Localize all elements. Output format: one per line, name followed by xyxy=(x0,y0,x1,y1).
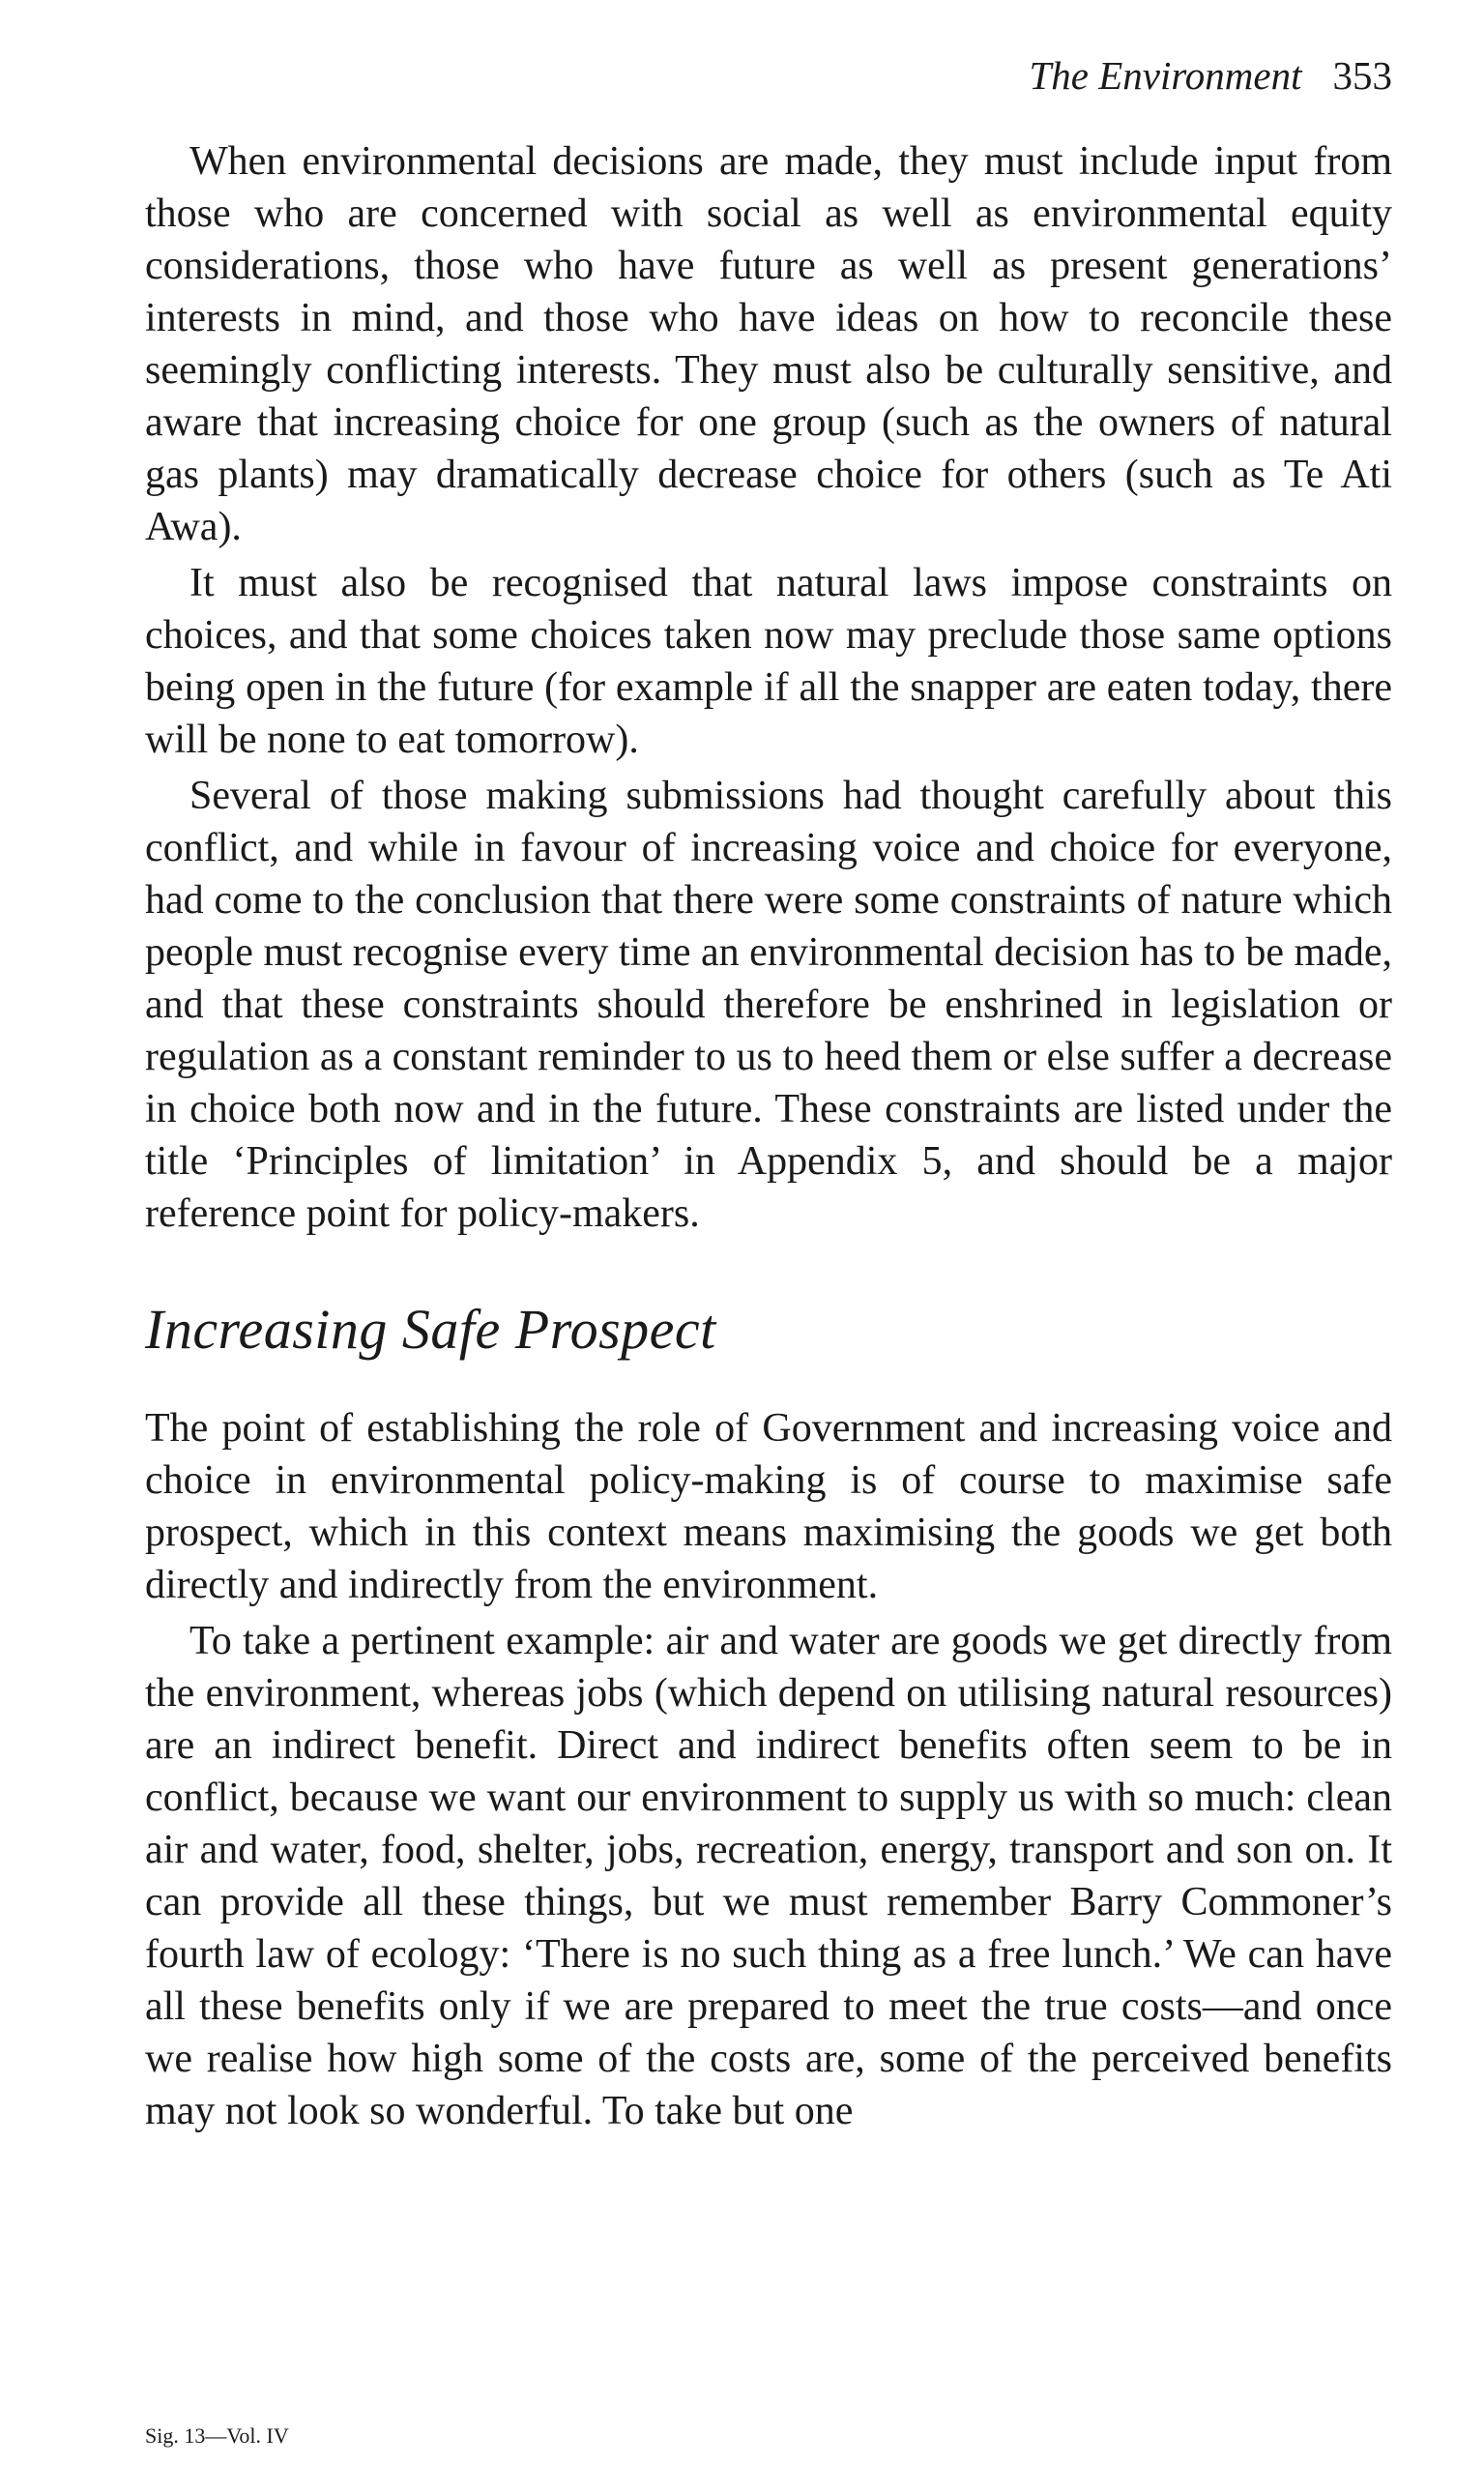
page-body xyxy=(145,135,1392,2141)
paragraph-natural-laws: It must also be recognised that natural laws impose constraints on choices, and that some choices taken now may preclude those same options being open in the future (for example if all the snapper are eaten today, there will be none to eat tomorrow). xyxy=(145,561,1392,762)
page-footer: Sig. 13—Vol. IV xyxy=(145,2423,289,2448)
section-heading: Increasing Safe Prospect xyxy=(145,1298,716,1361)
running-title: The Environment xyxy=(1029,53,1302,98)
paragraph-submissions: Several of those making submissions had thought carefully about this conflict, and while in favour of increasing voice and choice for everyone, had come to the conclusion that there were some constraints of nature which people must recognise every time an environmental decision has to be made, and that these constraints should therefore be enshrined in legislation or regulation as a constant reminder to us to heed them or else suffer a decrease in choice both now and in the future. These constraints are listed under the title ‘Principles of limitation’ in Appendix 5, and should be a major reference point for policy-makers. xyxy=(145,774,1392,1236)
paragraph-pertinent-example: To take a pertinent example: air and water are goods we get directly from the environment, whereas jobs (which depend on utilising natural resources) are an indirect benefit. Direct and indirect benefits often seem to be in conflict, because we want our environment to supply us with so much: clean air and water, food, shelter, jobs, recreation, energy, transport and son on. It can provide all these things, but we must remember Barry Commoner’s fourth law of ecology: ‘There is no such thing as a free lunch.’ We can have all these benefits only if we are prepared to meet the true costs—and once we realise how high some of the costs are, some of the perceived benefits may not look so wonderful. To take but one xyxy=(145,1619,1392,2133)
paragraph-decision-input: When environmental decisions are made, they must include input from those who are concerned with social as well as environmental equity considerations, those who have future as well as present generations’ interests in mind, and those who have ideas on how to reconcile these seemingly conflicting interests. They must also be culturally sensitive, and aware that increasing choice for one group (such as the owners of natural gas plants) may dramatically decrease choice for others (such as Te Ati Awa). xyxy=(145,139,1392,549)
paragraph-safe-prospect: The point of establishing the role of Government and increasing voice and choice in environmental policy-making is of course to maximise safe prospect, which in this context means maximising the goods we get both directly and indirectly from the environment. xyxy=(145,1406,1392,1607)
page-header xyxy=(145,50,1392,101)
page-number: 353 xyxy=(1332,53,1392,98)
